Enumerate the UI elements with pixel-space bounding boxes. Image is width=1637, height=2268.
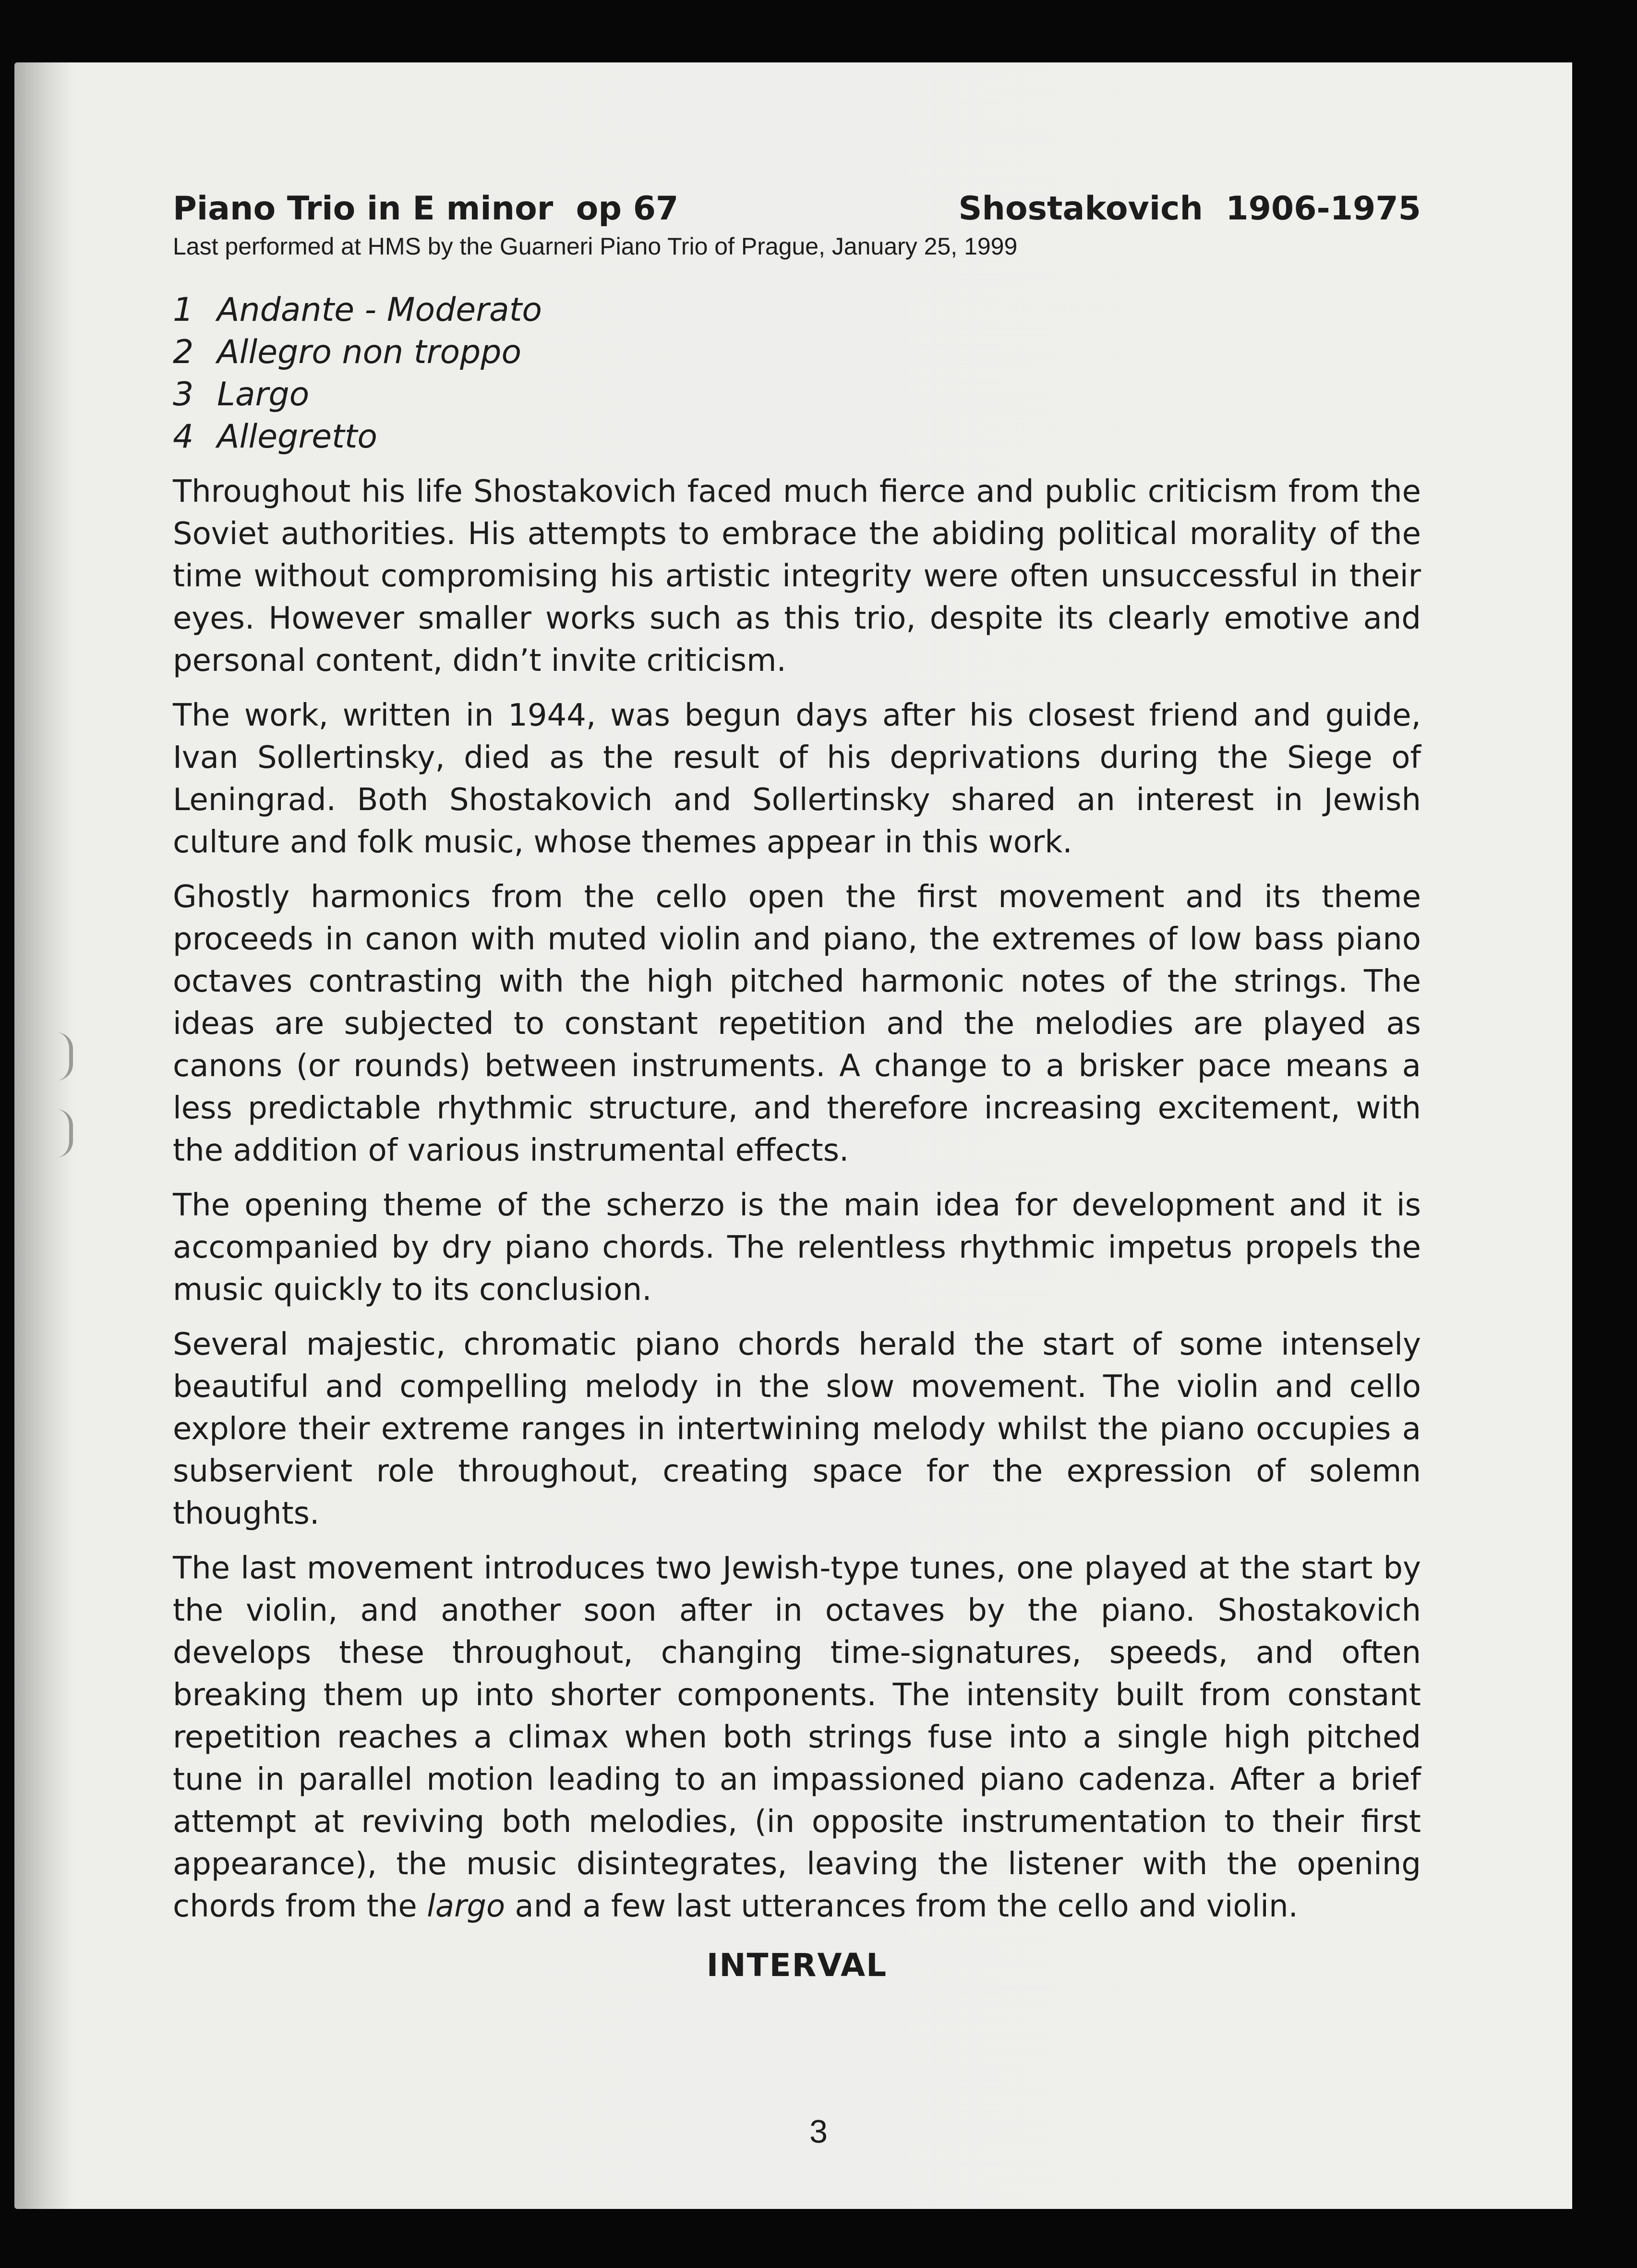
paragraph-last-movement <box>173 1547 1421 1928</box>
paragraph: The opening theme of the scherzo is the main idea for development and it is accompanied by dry piano chords. The relentless rhythmic impetus propels the music quickly to its conclusion. <box>173 1188 1421 1308</box>
movement-number: 2 <box>173 333 194 371</box>
paragraph: The work, written in 1944, was begun days after his closest friend and guide, Ivan Sollertinsky, died as the result of his deprivations during the Siege of Leningrad. Both Shostakovich and Sollertinsky shared an interest in Jewish culture and folk music, whose themes appear in this work. <box>173 698 1421 860</box>
text-run: The last movement introduces two Jewish-type tunes, one played at the start by the violin, and another soon after in octaves by the piano. Shostakovich develops these throughout, changing time-signatures, speeds, and often breaking them up into shorter components. The intensity built from constant repetition reaches a climax when both strings fuse into a single high pitched tune in parallel motion leading to an impassioned piano cadenza. After a brief attempt at reviving both melodies, (in opposite instrumentation to their first appearance), the music disintegrates, leaving the listener with the opening chords from the <box>173 1551 1421 1924</box>
movement-name: Largo <box>217 376 310 413</box>
program-note <box>173 187 1421 1987</box>
composer-dates: Shostakovich 1906-1975 <box>958 190 1421 228</box>
movement-item <box>173 416 1421 458</box>
page-number: 3 <box>809 2113 828 2150</box>
movement-number: 4 <box>173 418 194 456</box>
movement-name: Andante - Moderato <box>217 291 542 329</box>
italic-term: largo <box>427 1889 506 1924</box>
movement-number: 3 <box>173 376 194 413</box>
paragraph: Ghostly harmonics from the cello open the first movement and its theme proceeds in canon with muted violin and piano, the extremes of low bass piano octaves contrasting with the high pitched harmonic notes of the strings. The ideas are subjected to constant repetition and the melodies are played as canons (or rounds) between instruments. A change to a brisker pace means a less predictable rhythmic structure, and therefore increasing excitement, with the addition of various instrumental effects. <box>173 879 1421 1168</box>
movement-item <box>173 331 1421 374</box>
last-performed-note: Last performed at HMS by the Guarneri Piano Trio of Prague, January 25, 1999 <box>173 233 1018 260</box>
piece-header <box>173 187 1421 230</box>
movement-item <box>173 289 1421 331</box>
movement-name: Allegretto <box>217 418 378 456</box>
movement-item <box>173 374 1421 416</box>
text-run: and a few last utterances from the cello and violin. <box>505 1889 1298 1924</box>
movement-name: Allegro non troppo <box>217 333 522 371</box>
interval-heading: INTERVAL <box>706 1947 888 1984</box>
movement-list <box>173 289 1421 458</box>
piece-title: Piano Trio in E minor op 67 <box>173 190 679 228</box>
paragraph: Throughout his life Shostakovich faced much fierce and public criticism from the Soviet authorities. His attempts to embrace the abiding political morality of the time without compromising his artistic integrity were often unsuccessful in their eyes. However smaller works such as this trio, despite its clearly emotive and personal content, didn’t invite criticism. <box>173 474 1421 679</box>
paragraph: Several majestic, chromatic piano chords herald the start of some intensely beautiful and compelling melody in the slow movement. The violin and cello explore their extreme ranges in intertwining melody whilst the piano occupies a subservient role throughout, creating space for the expression of solemn thoughts. <box>173 1327 1421 1531</box>
movement-number: 1 <box>173 291 194 329</box>
